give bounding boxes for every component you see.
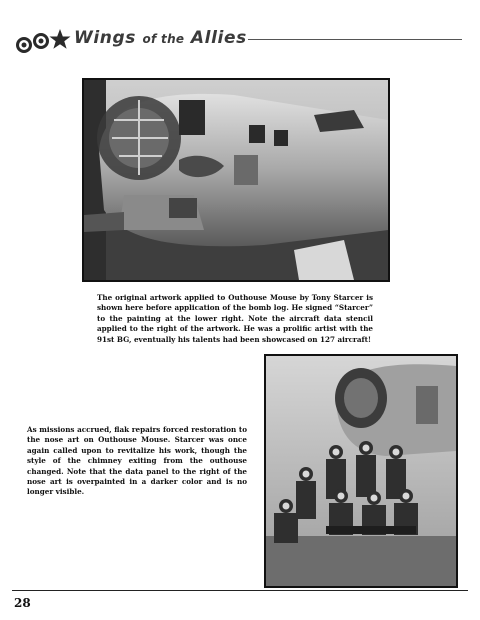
series-title-word-allies: Allies xyxy=(190,28,247,48)
b17-crew-photo xyxy=(264,354,458,588)
b17-crew-photo-image xyxy=(266,356,456,586)
allied-roundels-and-star-icon xyxy=(14,27,72,55)
b17-nose-art-photo xyxy=(82,78,390,282)
page-number: 28 xyxy=(14,596,31,610)
b17-nose-art-photo-image xyxy=(84,80,388,280)
footer-rule xyxy=(12,590,468,591)
caption-nose-art-restoration: As missions accrued, flak repairs forced restoration to the nose art on Outhouse Mouse. Starcer was once again called upon to revitalize his work, though the style of the chimney exiting from the outhouse changed. Note that the data panel to the right of the nose art is overpainted in a darker color and is no longer visible. xyxy=(27,425,247,497)
series-title xyxy=(74,28,247,48)
header-rule xyxy=(248,39,462,40)
caption-nose-art: The original artwork applied to Outhouse Mouse by Tony Starcer is shown here before application of the bomb log. He signed “Starcer” to the painting at the lower right. Note the aircraft data stencil applied to the right of the artwork. He was a prolific artist with the 91st BG, eventually his talents had been showcased on 127 aircraft! xyxy=(97,293,373,344)
series-title-word-wings: Wings xyxy=(74,28,136,48)
series-title-word-of-the: of the xyxy=(142,32,185,46)
page-header xyxy=(0,0,480,70)
